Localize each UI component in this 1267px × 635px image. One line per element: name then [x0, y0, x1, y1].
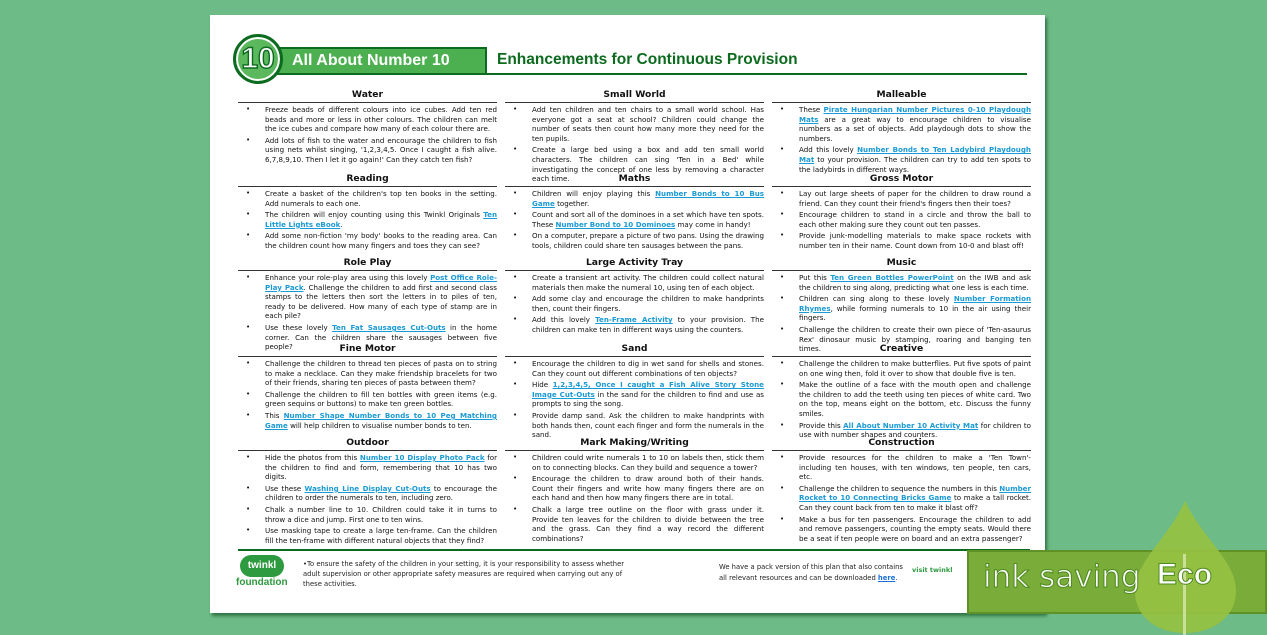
section-heading: Water	[238, 89, 497, 103]
section-outdoor	[238, 437, 497, 545]
item-text: On a computer, prepare a picture of two pans. Using the drawing tools, children could share ten sausages between the pans.	[532, 231, 764, 250]
item-text: The children will enjoy counting using this Twinkl Originals	[265, 210, 484, 220]
item-text: , while forming numerals to 10 in the air using their fingers.	[799, 303, 1031, 323]
bullet-list	[772, 189, 1031, 251]
section-gross-motor	[772, 173, 1031, 257]
section-sand	[505, 343, 764, 440]
pack-text: We have a pack version of this plan that also contains all relevant resources and can be downloaded	[719, 563, 903, 582]
resource-link[interactable]: Number Bonds to 10 Bus Game	[532, 189, 765, 208]
list-item	[238, 390, 497, 409]
item-text: Add this lovely	[532, 315, 596, 325]
list-item	[772, 294, 1031, 323]
item-text: Add this lovely	[799, 145, 858, 155]
item-text: Create a large bed using a box and add ten small world characters. The children can sing 'Ten in a Bed' while investigating the concept of one less by removing a character each time.	[532, 145, 764, 184]
list-item	[238, 484, 497, 503]
list-item	[238, 136, 497, 165]
list-item	[238, 273, 497, 321]
list-item	[772, 380, 1031, 418]
visit-twinkl-link[interactable]: visit twinkl	[912, 566, 953, 574]
footer-divider	[238, 549, 1030, 551]
section-large-activity-tray	[505, 257, 764, 343]
pack-info	[719, 562, 909, 584]
bullet-list	[772, 453, 1031, 543]
page-subtitle: Enhancements for Continuous Provision	[497, 51, 798, 68]
item-text: This	[265, 410, 284, 420]
safety-disclaimer: •To ensure the safety of the children in your setting, it is your responsibility to assess whether adult supervision or other appropriate safety measures are required when carrying out any of these activities.	[303, 560, 625, 588]
item-text: in the sand for the children to find and use as prompts to sing the song.	[532, 389, 764, 409]
item-text: Make the outline of a face with the mouth open and challenge the children to add the teeth using ten pieces of white card. Two on the top, means eight on the bottom, etc. Discuss the funny smiles.	[799, 380, 1031, 418]
item-text: Challenge the children to create their own piece of 'Ten-asaurus Rex' dinosaur music by stamping, roaring and banging ten times.	[799, 324, 1031, 354]
ink-saving-label: ink saving	[983, 559, 1141, 595]
resource-link[interactable]: Post Office Role-Play Pack	[265, 273, 497, 292]
item-text: Challenge the children to make butterflies. Put five spots of paint on one wing then, fold it over to show that double five is ten.	[799, 359, 1031, 378]
section-heading: Construction	[772, 437, 1031, 451]
list-item	[505, 273, 764, 292]
item-text: . Challenge the children to add first and second class stamps to the letters then sort the letters in to piles of ten, ready to be delivered. How many of each type of stamp are in each pile?	[265, 282, 497, 321]
resource-link[interactable]: Ten Fat Sausages Cut-Outs	[332, 322, 446, 332]
resource-link[interactable]: All About Number 10 Activity Mat	[843, 420, 979, 430]
list-item	[772, 484, 1031, 513]
list-item	[505, 294, 764, 313]
header-divider	[487, 73, 1027, 75]
section-fine-motor	[238, 343, 497, 437]
item-text: Lay out large sheets of paper for the children to draw round a friend. Can they count their friend's fingers then their toes?	[799, 189, 1031, 208]
list-item	[238, 526, 497, 545]
section-heading: Maths	[505, 173, 764, 187]
resource-link[interactable]: Ten-Frame Activity	[595, 315, 673, 325]
bullet-list	[238, 105, 497, 165]
item-text: Challenge the children to fill ten bottles with green items (e.g. green sequins or buttons) to make ten green bottles.	[265, 389, 497, 409]
list-item	[505, 453, 764, 472]
list-item	[772, 325, 1031, 354]
item-text: Provide junk-modelling materials to make space rockets with number ten in their name. Count down from 10-0 and blast off!	[799, 231, 1031, 250]
item-text: These	[799, 105, 824, 114]
list-item	[238, 210, 497, 229]
list-item	[772, 359, 1031, 378]
bullet-list	[772, 105, 1031, 174]
pack-download-link[interactable]: here	[877, 574, 896, 582]
item-text: Encourage the children to dig in wet sand for shells and stones. Can they count out different combinations of ten objects?	[532, 359, 764, 378]
item-text: Create a transient art activity. The children could collect natural materials then make the numeral 10, using ten of each object.	[532, 273, 764, 292]
item-text: Challenge the children to thread ten pieces of pasta on to string to make a necklace. Can they make friendship bracelets for two of their friends, sharing ten pieces of pasta between them?	[265, 359, 497, 388]
item-text: Children will enjoy playing this	[532, 189, 656, 198]
list-item	[238, 323, 497, 352]
item-text: Put this	[799, 273, 831, 282]
section-mark-making-writing	[505, 437, 764, 541]
resource-link[interactable]: Number Formation Rhymes	[799, 294, 1032, 313]
section-creative	[772, 343, 1031, 440]
bullet-list	[238, 359, 497, 430]
resource-link[interactable]: Number Rocket to 10 Connecting Bricks Game	[799, 483, 1031, 503]
item-text: Provide this	[799, 420, 844, 430]
list-item	[505, 231, 764, 250]
item-text: Children could write numerals 1 to 10 on labels then, stick them on to connecting blocks. Can they build and sequence a tower?	[532, 453, 764, 472]
item-text: Freeze beads of different colours into ice cubes. Add ten red beads and more or less in other colours. The children can melt the ice cubes and compare how many of each colour there are.	[265, 105, 497, 134]
section-heading: Creative	[772, 343, 1031, 357]
section-heading: Small World	[505, 89, 764, 103]
item-text: Add some clay and encourage the children to make handprints then, count their fingers.	[532, 294, 764, 313]
section-construction	[772, 437, 1031, 541]
section-heading: Fine Motor	[238, 343, 497, 357]
item-text: for children to use with number shapes and counters.	[799, 420, 1031, 440]
item-text: together.	[554, 198, 590, 208]
list-item	[505, 380, 764, 409]
item-text: are a great way to encourage children to visualise numbers as a set of objects. Add playdough dots to show the numbers.	[799, 114, 1031, 143]
item-text: Provide damp sand. Ask the children to make handprints with both hands then, count each finger and form the numerals in the sand.	[532, 410, 764, 440]
item-text: Encourage children to stand in a circle and throw the ball to each other making sure they count out ten passes.	[799, 210, 1031, 229]
item-text: Add ten children and ten chairs to a small world school. Has everyone got a seat at school? Children could change the number of seats then count how many more they need for the ten pupils.	[532, 105, 764, 143]
item-text: Make a bus for ten passengers. Encourage the children to add and remove passengers, counting the empty seats. Would there be a seat if ten people were on board and an extra passenger?	[799, 514, 1031, 543]
section-heading: Mark Making/Writing	[505, 437, 764, 451]
item-text: Challenge the children to sequence the numbers in this	[799, 483, 1000, 493]
bullet-list	[238, 453, 497, 545]
resource-link[interactable]: Ten Little Lights eBook	[265, 210, 497, 229]
pack-end: .	[895, 574, 898, 582]
list-item	[772, 453, 1031, 482]
item-text: Hide	[532, 380, 553, 390]
bullet-list	[505, 453, 764, 543]
item-text: in the home corner. Can the children share the sausages between five people?	[265, 322, 497, 352]
item-text: Enhance your role-play area using this lovely	[265, 273, 431, 282]
section-heading: Large Activity Tray	[505, 257, 764, 271]
list-item	[238, 105, 497, 134]
section-maths	[505, 173, 764, 257]
list-item	[505, 189, 764, 208]
bullet-list	[505, 273, 764, 335]
bullet-list	[505, 189, 764, 251]
section-reading	[238, 173, 497, 257]
list-item	[772, 105, 1031, 143]
bullet-list	[505, 105, 764, 184]
list-item	[238, 453, 497, 482]
list-item	[505, 359, 764, 378]
logo-foundation-text: foundation	[236, 577, 288, 588]
resource-link[interactable]: Number Bond to 10 Dominoes	[555, 219, 676, 229]
item-text: to encourage the children to order the numerals to ten, including zero.	[265, 483, 497, 503]
list-item	[505, 411, 764, 440]
list-item	[238, 411, 497, 430]
list-item	[238, 231, 497, 250]
item-text: may come in handy!	[675, 219, 751, 229]
item-text: Use these lovely	[265, 322, 333, 332]
list-item	[238, 505, 497, 524]
list-item	[505, 474, 764, 503]
number-badge-text: 10	[241, 42, 275, 75]
list-item	[772, 210, 1031, 229]
list-item	[772, 145, 1031, 174]
item-text: for the children to find and form, remembering that 10 has two digits.	[265, 453, 497, 482]
bullet-list	[238, 273, 497, 352]
item-text: .	[340, 219, 343, 229]
item-text: will help children to visualise number bonds to ten.	[287, 420, 472, 430]
logo-cloud: twinkl	[240, 555, 284, 577]
list-item	[238, 359, 497, 388]
twinkl-foundation-logo	[236, 555, 292, 593]
item-text: Chalk a number line to 10. Children could take it in turns to throw a dice and jump. First one to ten wins.	[265, 504, 497, 524]
item-text: Provide resources for the children to make a 'Ten Town'- including ten houses, with ten windows, ten people, ten cars, etc.	[799, 453, 1031, 482]
item-text: Count and sort all of the dominoes in a set which have ten spots. These	[532, 210, 764, 229]
eco-label: Eco	[1157, 558, 1213, 591]
resource-link[interactable]: 1,2,3,4,5, Once I caught a Fish Alive Story Stone Image Cut-Outs	[532, 380, 764, 399]
section-heading: Sand	[505, 343, 764, 357]
list-item	[772, 421, 1031, 440]
list-item	[772, 189, 1031, 208]
item-text: on the IWB and ask the children to sing along, predicting what one less is each time.	[799, 273, 1031, 292]
section-heading: Music	[772, 257, 1031, 271]
section-heading: Outdoor	[238, 437, 497, 451]
item-text: Hide the photos from this	[265, 453, 360, 462]
list-item	[772, 231, 1031, 250]
section-heading: Gross Motor	[772, 173, 1031, 187]
resource-link[interactable]: Pirate Hungarian Number Pictures 0-10 Playdough Mats	[799, 105, 1031, 124]
bullet-list	[505, 359, 764, 440]
list-item	[505, 145, 764, 183]
list-item	[505, 505, 764, 543]
bullet-list	[772, 359, 1031, 440]
item-text: Add lots of fish to the water and encourage the children to fish using nets whilst singing, '1,2,3,4,5. Once I caught a fish alive. 6,7,8,9,10. Then I let it go again!' Can they catch ten fish?	[265, 135, 497, 164]
section-heading: Malleable	[772, 89, 1031, 103]
section-water	[238, 89, 497, 173]
resource-link[interactable]: Number Shape Number Bonds to 10 Peg Matching Game	[265, 410, 497, 430]
list-item	[505, 210, 764, 229]
list-item	[772, 273, 1031, 292]
list-item	[505, 315, 764, 334]
list-item	[772, 515, 1031, 544]
section-heading: Role Play	[238, 257, 497, 271]
resource-link[interactable]: Number 10 Display Photo Pack	[359, 453, 485, 462]
item-text: Add some non-fiction 'my body' books to the reading area. Can the children count how many fingers and toes they can see?	[265, 231, 497, 250]
item-text: Encourage the children to draw around both of their hands. Count their fingers and write how many fingers there are on each hand and then how many fingers there are in total.	[532, 474, 764, 503]
sections-grid	[238, 89, 1032, 545]
item-text: Use masking tape to create a large ten-frame. Can the children fill the ten-frame with different natural objects that they find?	[265, 526, 497, 545]
item-text: Children can sing along to these lovely	[799, 294, 954, 304]
section-malleable	[772, 89, 1031, 173]
item-text: to make a tall rocket. Can they count back from ten to make it blast off?	[799, 493, 1031, 512]
bullet-list	[238, 189, 497, 251]
item-text: Create a basket of the children's top ten books in the setting. Add numerals to each one.	[265, 189, 497, 208]
item-text: to your provision. The children can try to add ten spots to the ladybirds in different ways.	[799, 154, 1031, 174]
list-item	[238, 189, 497, 208]
resource-link[interactable]: Number Bonds to Ten Ladybird Playdough Mat	[799, 145, 1031, 164]
section-heading: Reading	[238, 173, 497, 187]
number-badge	[233, 34, 283, 84]
item-text: to your provision. The children can make ten in different ways using the counters.	[532, 315, 764, 334]
item-text: Chalk a large tree outline on the floor with grass under it. Provide ten leaves for the children to divide between the tree and the grass. Can they find a way record the different combinations?	[532, 504, 764, 543]
resource-link[interactable]: Ten Green Bottles PowerPoint	[830, 273, 954, 282]
bullet-list	[772, 273, 1031, 354]
list-item	[505, 105, 764, 143]
resource-link[interactable]: Washing Line Display Cut-Outs	[304, 483, 431, 493]
item-text: Use these	[265, 483, 305, 493]
page-title: All About Number 10	[276, 47, 487, 75]
